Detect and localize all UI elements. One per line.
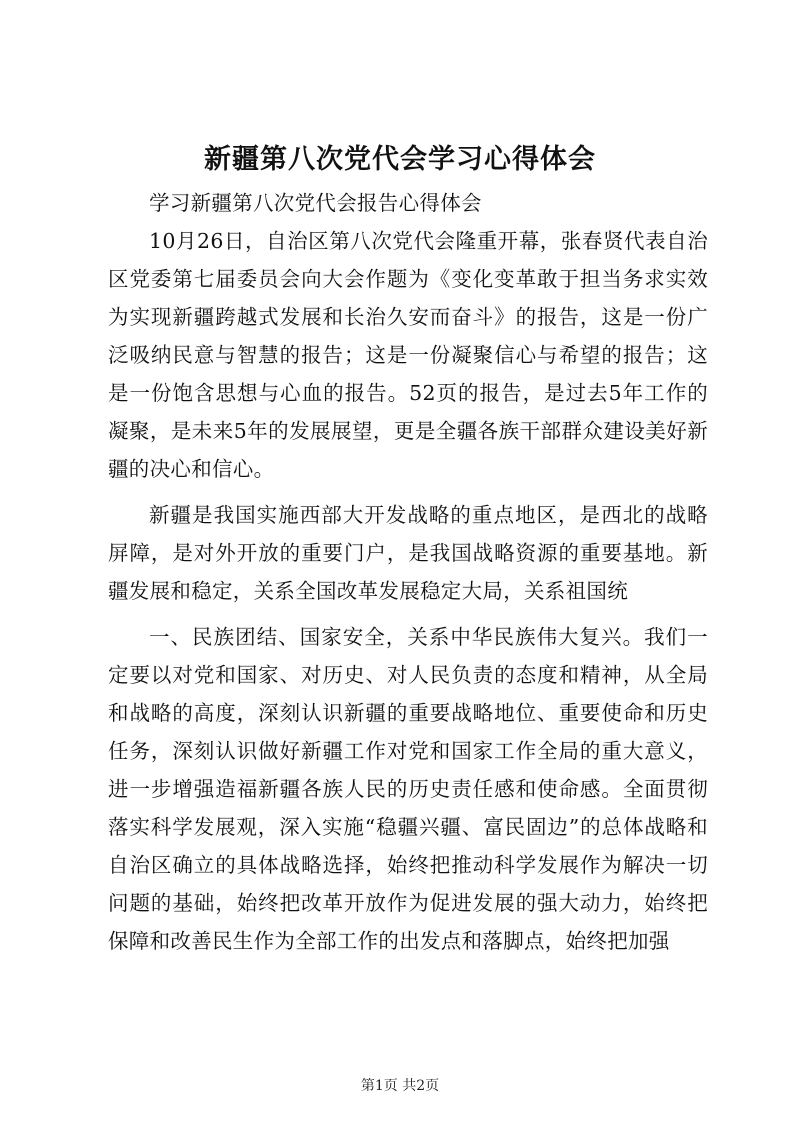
paragraph-3: 一、民族团结、国家安全，关系中华民族伟大复兴。我们一定要以对党和国家、对历史、对人民负责的态度和精神，从全局和战略的高度，深刻认识新疆的重要战略地位、重要使命和历史任务，深刻认识做好新疆工作对党和国家工作全局的重大意义，进一步增强造福新疆各族人民的历史责任感和使命感。全面贯彻落实科学发展观，深入实施“稳疆兴疆、富民固边”的总体战略和自治区确立的具体战略选择，始终把推动科学发展作为解决一切问题的基础，始终把改革开放作为促进发展的强大动力，始终把保障和改善民生作为全部工作的出发点和落脚点，始终把加强	[108, 625, 708, 953]
document-title: 新疆第八次党代会学习心得体会	[204, 144, 596, 175]
page-number: 第1页 共2页	[360, 1078, 440, 1094]
paragraph-1: 10月26日，自治区第八次党代会隆重开幕，张春贤代表自治区党委第七届委员会向大会作题为《变化变革敢于担当务求实效为实现新疆跨越式发展和长治久安而奋斗》的报告，这是一份广泛吸纳民意与智慧的报告；这是一份凝聚信心与希望的报告；这是一份饱含思想与心血的报告。52页的报告，是过去5年工作的凝聚，是未来5年的发展展望，更是全疆各族干部群众建设美好新疆的决心和信心。	[108, 229, 708, 481]
paragraph-2: 新疆是我国实施西部大开发战略的重点地区，是西北的战略屏障，是对外开放的重要门户，是我国战略资源的重要基地。新疆发展和稳定，关系全国改革发展稳定大局，关系祖国统	[108, 503, 708, 603]
document-subtitle: 学习新疆第八次党代会报告心得体会	[149, 191, 482, 215]
document-body	[108, 184, 708, 960]
